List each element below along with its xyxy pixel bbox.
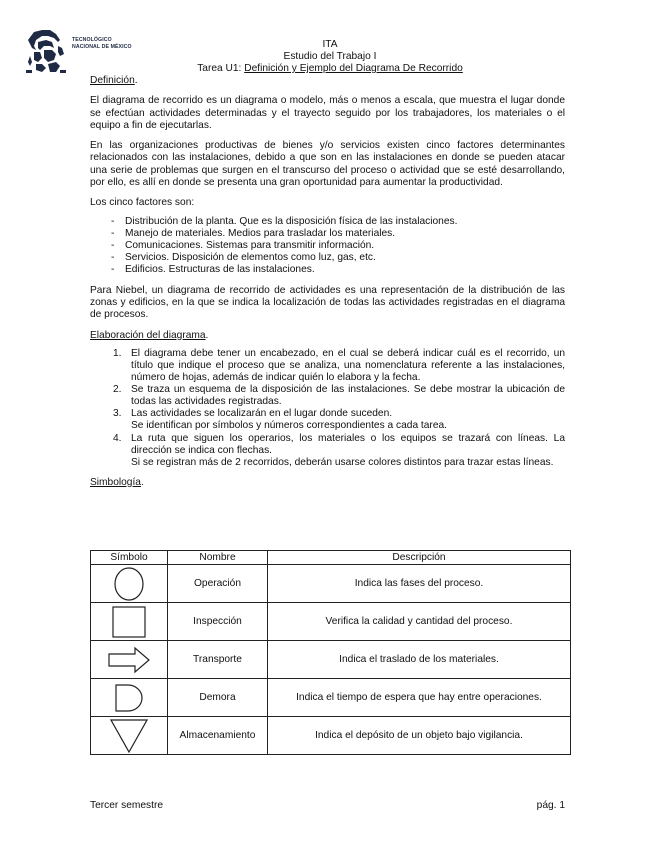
- symbol-name: Transporte: [168, 641, 268, 679]
- list-item: - Comunicaciones. Sistemas para transmitir información.: [90, 240, 565, 252]
- list-item: - Edificios. Estructuras de las instalaciones.: [90, 264, 565, 276]
- step-item: [90, 433, 565, 469]
- step-number: 4.: [113, 432, 122, 444]
- arrow-right-icon: [108, 647, 150, 673]
- list-item: - Distribución de la planta. Que es la disposición física de las instalaciones.: [90, 216, 565, 228]
- elaboracion-steps: [90, 348, 565, 469]
- elaboracion-heading-text: Elaboración del diagrama: [90, 329, 206, 341]
- symbol-table: [90, 550, 571, 755]
- logo-line-1: TECNOLÓGICO: [72, 37, 112, 43]
- step-text: La ruta que siguen los operarios, los materiales o los equipos se trazará con líneas. La dirección se indica con flechas.: [131, 432, 565, 456]
- symbol-description: Indica las fases del proceso.: [268, 565, 571, 603]
- symbol-cell: [91, 717, 168, 755]
- simbologia-heading-suffix: .: [140, 476, 144, 488]
- step-number: 1.: [113, 347, 122, 359]
- column-header-description: Descripción: [268, 551, 571, 565]
- header-assignment: [160, 63, 500, 75]
- table-header-row: [91, 551, 571, 565]
- column-header-symbol: Símbolo: [91, 551, 168, 565]
- symbol-description: Indica el tiempo de espera que hay entre operaciones.: [268, 679, 571, 717]
- symbol-name: Inspección: [168, 603, 268, 641]
- page-number: pág. 1: [536, 800, 565, 811]
- step-text: Se traza un esquema de la disposición de las instalaciones. Se debe mostrar la ubicación de todas las actividades registradas.: [131, 384, 565, 408]
- document-body: [90, 75, 565, 489]
- simbologia-heading: [90, 477, 565, 489]
- table-row: [91, 717, 571, 755]
- factores-list: [90, 216, 565, 277]
- tecnm-emblem-icon: [24, 26, 68, 76]
- symbol-description: Indica el traslado de los materiales.: [268, 641, 571, 679]
- table-row: [91, 679, 571, 717]
- definicion-paragraph-1: El diagrama de recorrido es un diagrama o modelo, más o menos a escala, que muestra el lugar donde se efectúan actividades determinadas y el trayecto seguido por los trabajadores, los materiales o el equipo a fin de ejecutarlas.: [90, 95, 565, 131]
- step-item: [90, 348, 565, 384]
- symbol-cell: [91, 565, 168, 603]
- symbol-description: Verifica la calidad y cantidad del proceso.: [268, 603, 571, 641]
- triangle-down-icon: [110, 719, 148, 753]
- step-item: [90, 384, 565, 408]
- definicion-heading: [90, 75, 565, 87]
- symbol-cell: [91, 679, 168, 717]
- header-assignment-title: Definición y Ejemplo del Diagrama De Recorrido: [244, 63, 463, 74]
- factores-intro: Los cinco factores son:: [90, 197, 195, 209]
- symbol-name: Demora: [168, 679, 268, 717]
- tecnm-logo: [24, 26, 144, 76]
- step-item: [90, 408, 565, 432]
- elaboracion-heading-suffix: .: [205, 329, 209, 341]
- step-number: 3.: [113, 408, 122, 420]
- step-subtext: Si se registran más de 2 recorridos, deberán usarse colores distintos para trazar estas líneas.: [131, 456, 554, 468]
- list-item: - Manejo de materiales. Medios para trasladar los materiales.: [90, 228, 565, 240]
- definicion-heading-text: Definición: [90, 75, 135, 86]
- header-course: Estudio del Trabajo I: [283, 51, 377, 62]
- step-text: El diagrama debe tener un encabezado, en el cual se deberá indicar cuál es el recorrido, un título que indique el proceso que se analiza, una nomenclatura referente a las instalaciones, número de hojas, además de indicar quién lo elabora y la fecha.: [131, 347, 565, 384]
- header-institution: ITA: [322, 39, 338, 50]
- symbol-name: Operación: [168, 565, 268, 603]
- footer-semester: Tercer semestre: [90, 800, 164, 811]
- d-shape-icon: [114, 683, 144, 713]
- niebel-paragraph: Para Niebel, un diagrama de recorrido de actividades es una representación de la distribución de las zonas y edificios, en la que se indica la localización de todas las actividades registradas en el diagrama de procesos.: [90, 284, 565, 321]
- simbologia-heading-text: Simbología: [90, 476, 141, 488]
- definicion-heading-suffix: .: [134, 75, 138, 86]
- symbol-description: Indica el depósito de un objeto bajo vigilancia.: [268, 717, 571, 755]
- step-text: Las actividades se localizarán en el lugar donde suceden.: [131, 408, 393, 420]
- logo-line-2: NACIONAL DE MÉXICO: [72, 44, 132, 50]
- symbol-cell: [91, 641, 168, 679]
- symbol-name: Almacenamiento: [168, 717, 268, 755]
- column-header-name: Nombre: [168, 551, 268, 565]
- logo-text: [72, 37, 132, 51]
- table-row: [91, 641, 571, 679]
- symbol-cell: [91, 603, 168, 641]
- circle-icon: [113, 567, 145, 601]
- step-number: 2.: [113, 384, 122, 396]
- list-item: - Servicios. Disposición de elementos como luz, gas, etc.: [90, 252, 565, 264]
- step-subtext: Se identifican por símbolos y números correspondientes a cada tarea.: [131, 420, 447, 432]
- header-assignment-prefix: Tarea U1:: [197, 63, 245, 74]
- definicion-paragraph-2: En las organizaciones productivas de bienes y/o servicios existen cinco factores determinantes relacionados con las instalaciones, debido a que son en las instalaciones en donde se pueden atacar una serie de problemas que surgen en el transcurso del proceso o actividad que se esté desarrollando, por ello, es allí en donde se presenta una gran oportunidad para aumentar la productividad.: [90, 140, 565, 189]
- square-icon: [112, 606, 146, 638]
- elaboracion-heading: [90, 330, 565, 342]
- table-row: [91, 565, 571, 603]
- table-row: [91, 603, 571, 641]
